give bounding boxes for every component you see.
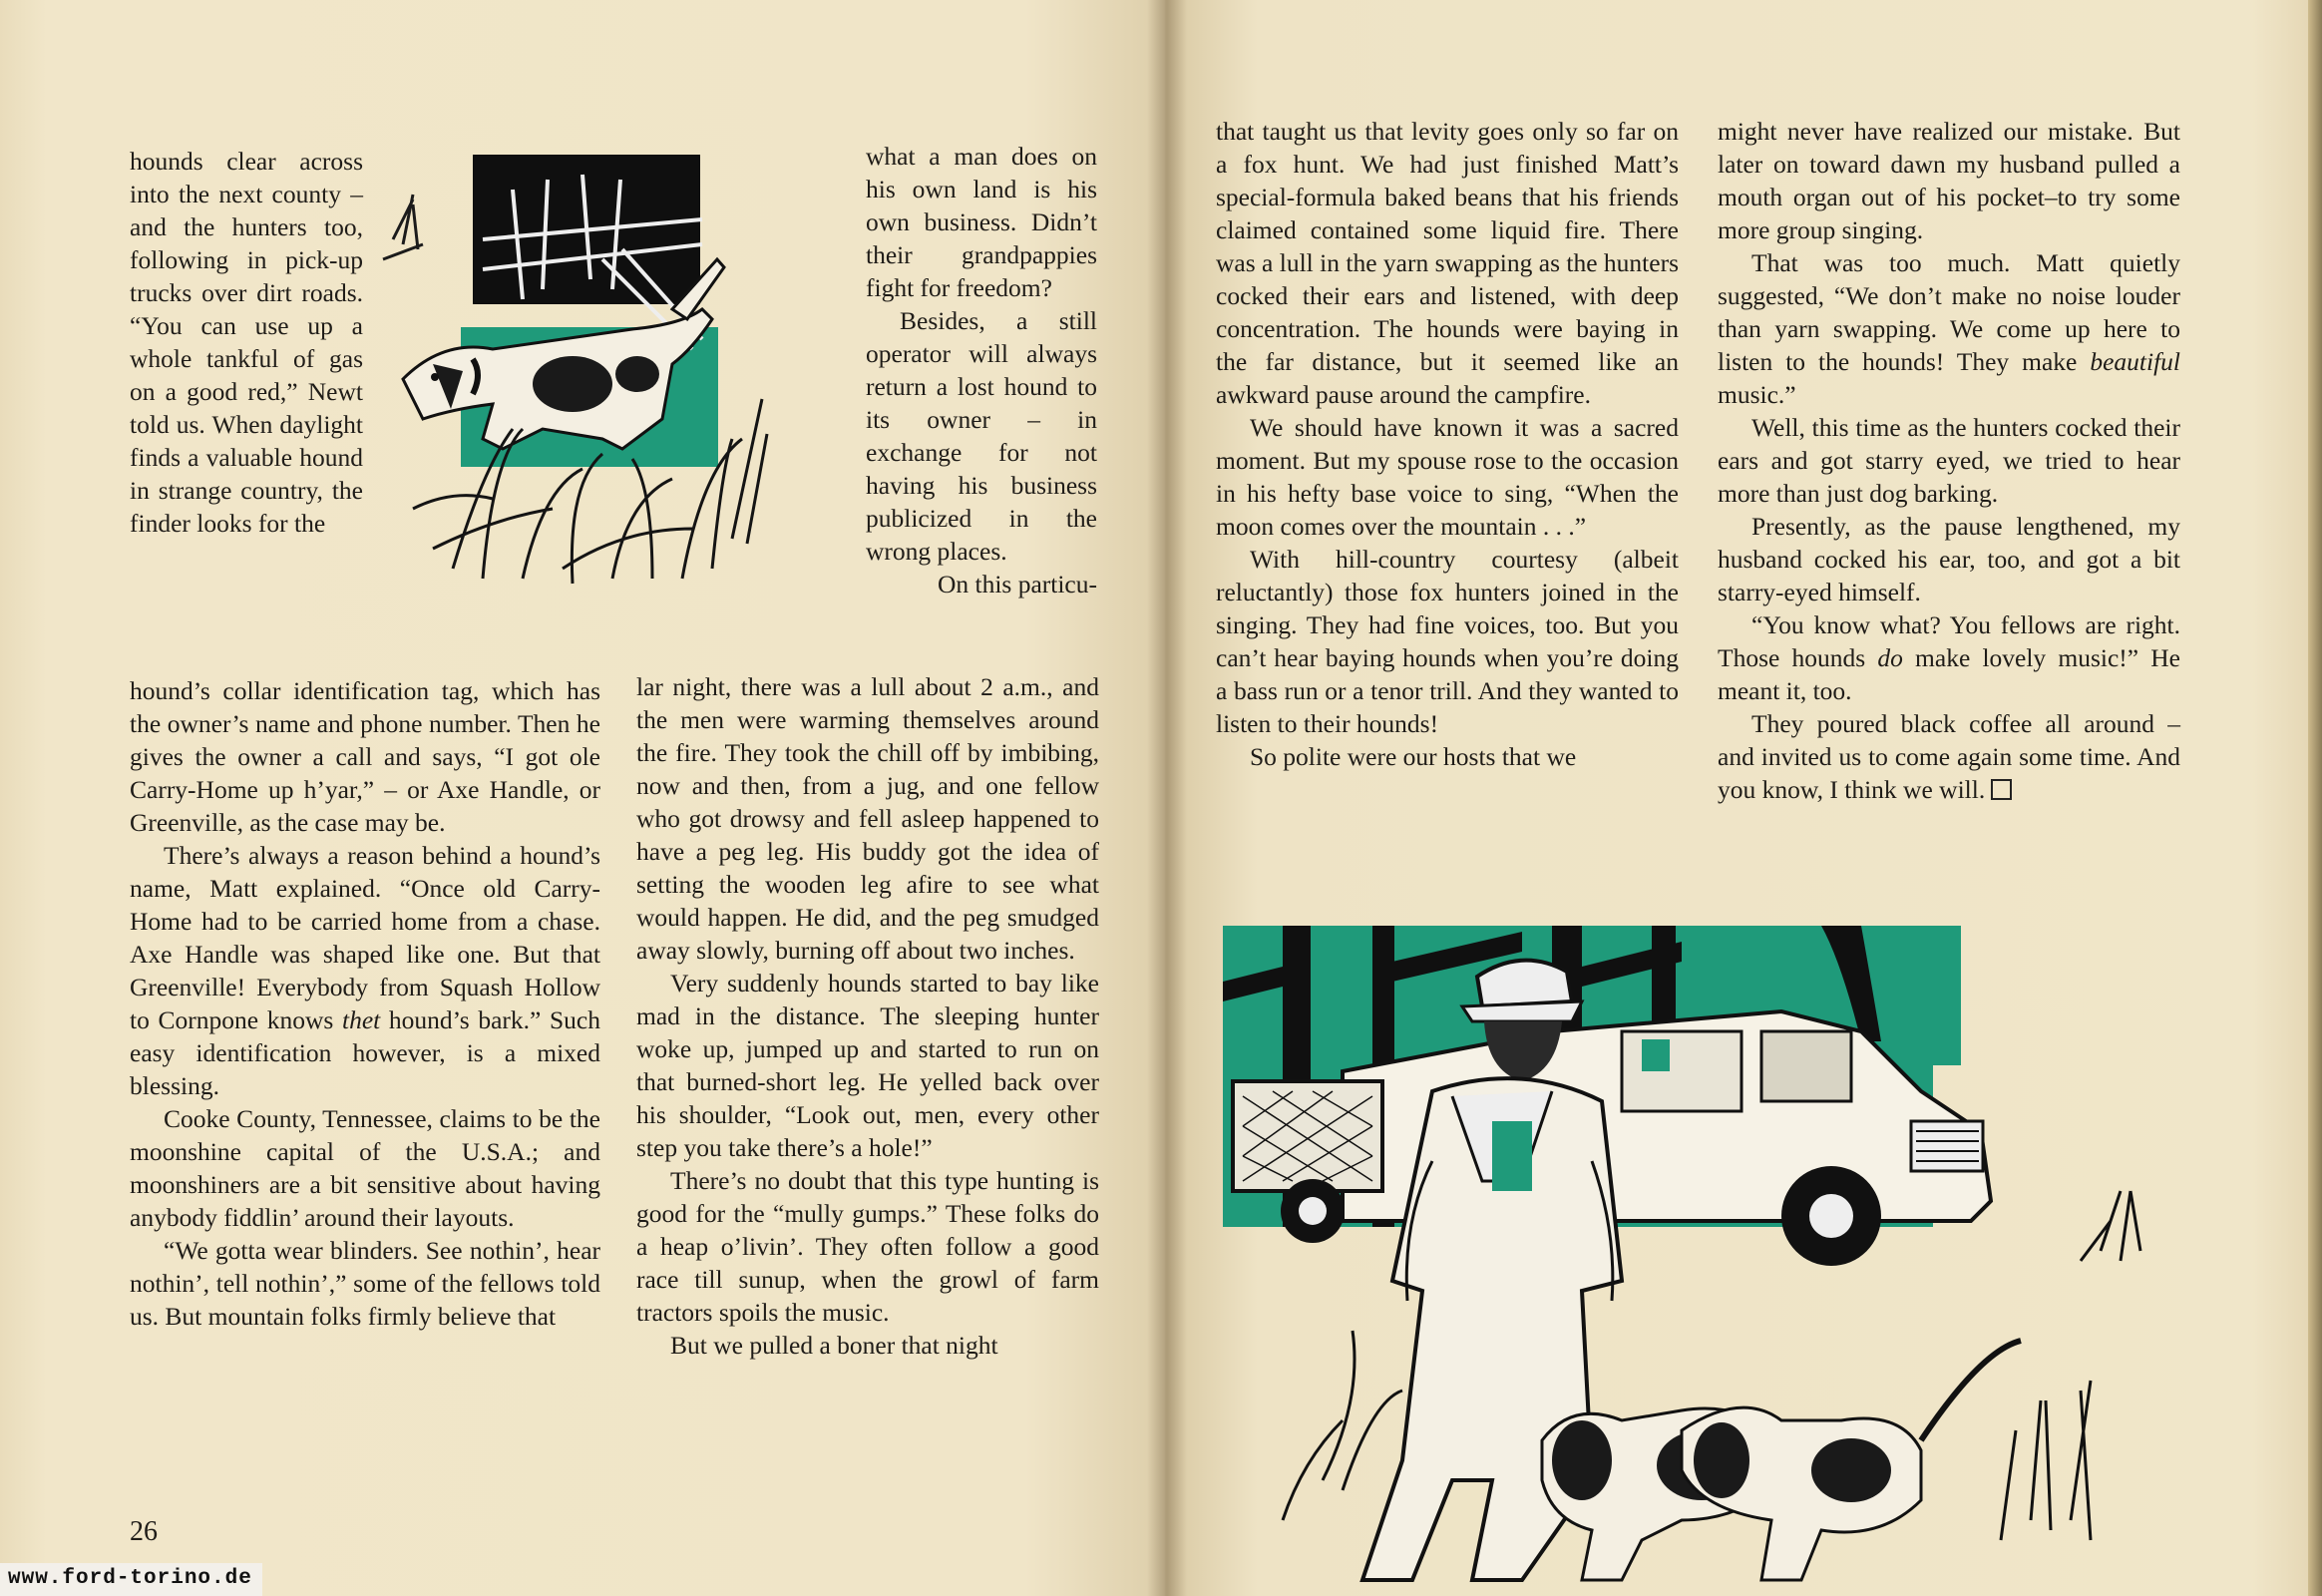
paragraph: But we pulled a boner that night: [670, 1331, 998, 1360]
page-edge: [2308, 0, 2322, 1596]
paragraph: There’s no doubt that this type hunting is good for the “mully gumps.” These folks do a heap o’livin’. They often follow a good race till sunup, when the growl of farm tractors spoils the music.: [636, 1166, 1099, 1327]
column-4: [1718, 115, 2180, 806]
emphasis: beautiful: [2090, 347, 2180, 376]
hunter-illustration: [1223, 922, 2210, 1596]
emphasis: thet: [342, 1005, 381, 1034]
text-run: make lovely music!” He meant it, too.: [1718, 643, 2180, 705]
column-2-top: [866, 140, 1097, 600]
text-run: “You know what? You fellows are right. Those hounds: [1718, 610, 2180, 672]
text-run: That was too much. Matt quietly suggested, “We don’t make no noise louder than yarn swapping. We come up here to listen to the hounds! They make: [1718, 248, 2180, 376]
text-run: music.”: [1718, 380, 1796, 409]
column-1-bottom: [130, 674, 600, 1333]
paragraph: hound’s collar identification tag, which has the owner’s name and phone number. Then he gives the owner a call and says, “I got ole Carry-Home up h’yar,” – or Axe Handle, or Greenville, as the case may be.: [130, 676, 600, 837]
paragraph: Very suddenly hounds started to bay like mad in the distance. The sleeping hunter woke up, jumped up and started to run on that burned-short leg. He yelled back over his shoulder, “Look out, men, every other step you take there’s a hole!”: [636, 969, 1099, 1162]
hound-illustration: [373, 150, 832, 589]
text-run: There’s always a reason behind a hound’s name, Matt explained. “Once old Carry-Home had to be carried home from a chase. Axe Handle was shaped like one. But that Greenville! Everybody from Squash Hollow to Cornpone knows: [130, 841, 600, 1034]
column-3: [1216, 115, 1679, 773]
end-mark-icon: [1991, 779, 2012, 800]
paragraph: So polite were our hosts that we: [1250, 742, 1577, 771]
paragraph: what a man does on his own land is his own business. Didn’t their grandpappies fight for freedom?: [866, 142, 1097, 302]
paragraph: Cooke County, Tennessee, claims to be the moonshine capital of the U.S.A.; and moonshiners are a bit sensitive about having anybody fiddlin’ around their layouts.: [130, 1104, 600, 1232]
paragraph: We should have known it was a sacred moment. But my spouse rose to the occasion in his hefty base voice to sing, “When the moon comes over the mountain . . .”: [1216, 413, 1679, 541]
paragraph: might never have realized our mistake. But later on toward dawn my husband pulled a mouth organ out of his pocket–to try some more group singing.: [1718, 117, 2180, 244]
paragraph: Well, this time as the hunters cocked their ears and got starry eyed, we tried to hear more than just dog barking.: [1718, 413, 2180, 508]
text-run: hound’s bark.” Such easy identification however, is a mixed blessing.: [130, 1005, 601, 1100]
paragraph: Besides, a still operator will always return a lost hound to its owner – in exchange for not having his business publicized in the wrong places.: [866, 306, 1097, 566]
page-gutter: [1147, 0, 1187, 1596]
paragraph: [1718, 246, 2180, 411]
paragraph: [1718, 608, 2180, 707]
illus-hounds: [1542, 1341, 2021, 1580]
paragraph: With hill-country courtesy (albeit reluctantly) those fox hunters joined in the singing. They had fine voices, too. But you can’t hear baying hounds when you’re doing a bass run or a tenor trill. And they wanted to listen to their hounds!: [1216, 545, 1679, 738]
illus-grass-left: [383, 195, 423, 259]
paragraph: [130, 839, 600, 1102]
column-2-bottom: [636, 670, 1099, 1362]
watermark-url[interactable]: www.ford-torino.de: [0, 1563, 262, 1596]
illus-sky-green-edge: [1933, 926, 1961, 1065]
paragraph: “We gotta wear blinders. See nothin’, hear nothin’, tell nothin’,” some of the fellows told us. But mountain folks firmly believe that: [130, 1236, 600, 1331]
paragraph: hounds clear across into the next county – and the hunters too, following in pick-up trucks over dirt roads. “You can use up a whole tankful of gas on a good red,” Newt told us. When daylight finds a valuable hound in strange country, the finder looks for the: [130, 147, 363, 538]
paragraph: [1718, 707, 2180, 806]
paragraph: On this particu-: [937, 570, 1097, 598]
paragraph: lar night, there was a lull about 2 a.m., and the men were warming themselves around the fire. They took the chill off by imbibing, now and then, from a jug, and one fellow who got drowsy and fell asleep happened to have a peg leg. His buddy got the idea of setting the wooden leg afire to see what would happen. He did, and the peg smudged away slowly, burning off about two inches.: [636, 672, 1099, 965]
page-number: 26: [130, 1516, 158, 1547]
text-run: They poured black coffee all around – and invited us to come again some time. And you know, I think we will.: [1718, 709, 2180, 804]
emphasis: do: [1877, 643, 1903, 672]
paragraph: Presently, as the pause lengthened, my husband cocked his ear, too, and got a bit starry-eyed himself.: [1718, 512, 2180, 606]
column-1-top: [130, 145, 363, 540]
paragraph: that taught us that levity goes only so far on a fox hunt. We had just finished Matt’s special-formula baked beans that his friends claimed contained some liquid fire. There was a lull in the yarn swapping as the hunters cocked their ears and listened, with deep concentration. The hounds were baying in the far distance, but it seemed like an awkward pause around the campfire.: [1216, 117, 1679, 409]
